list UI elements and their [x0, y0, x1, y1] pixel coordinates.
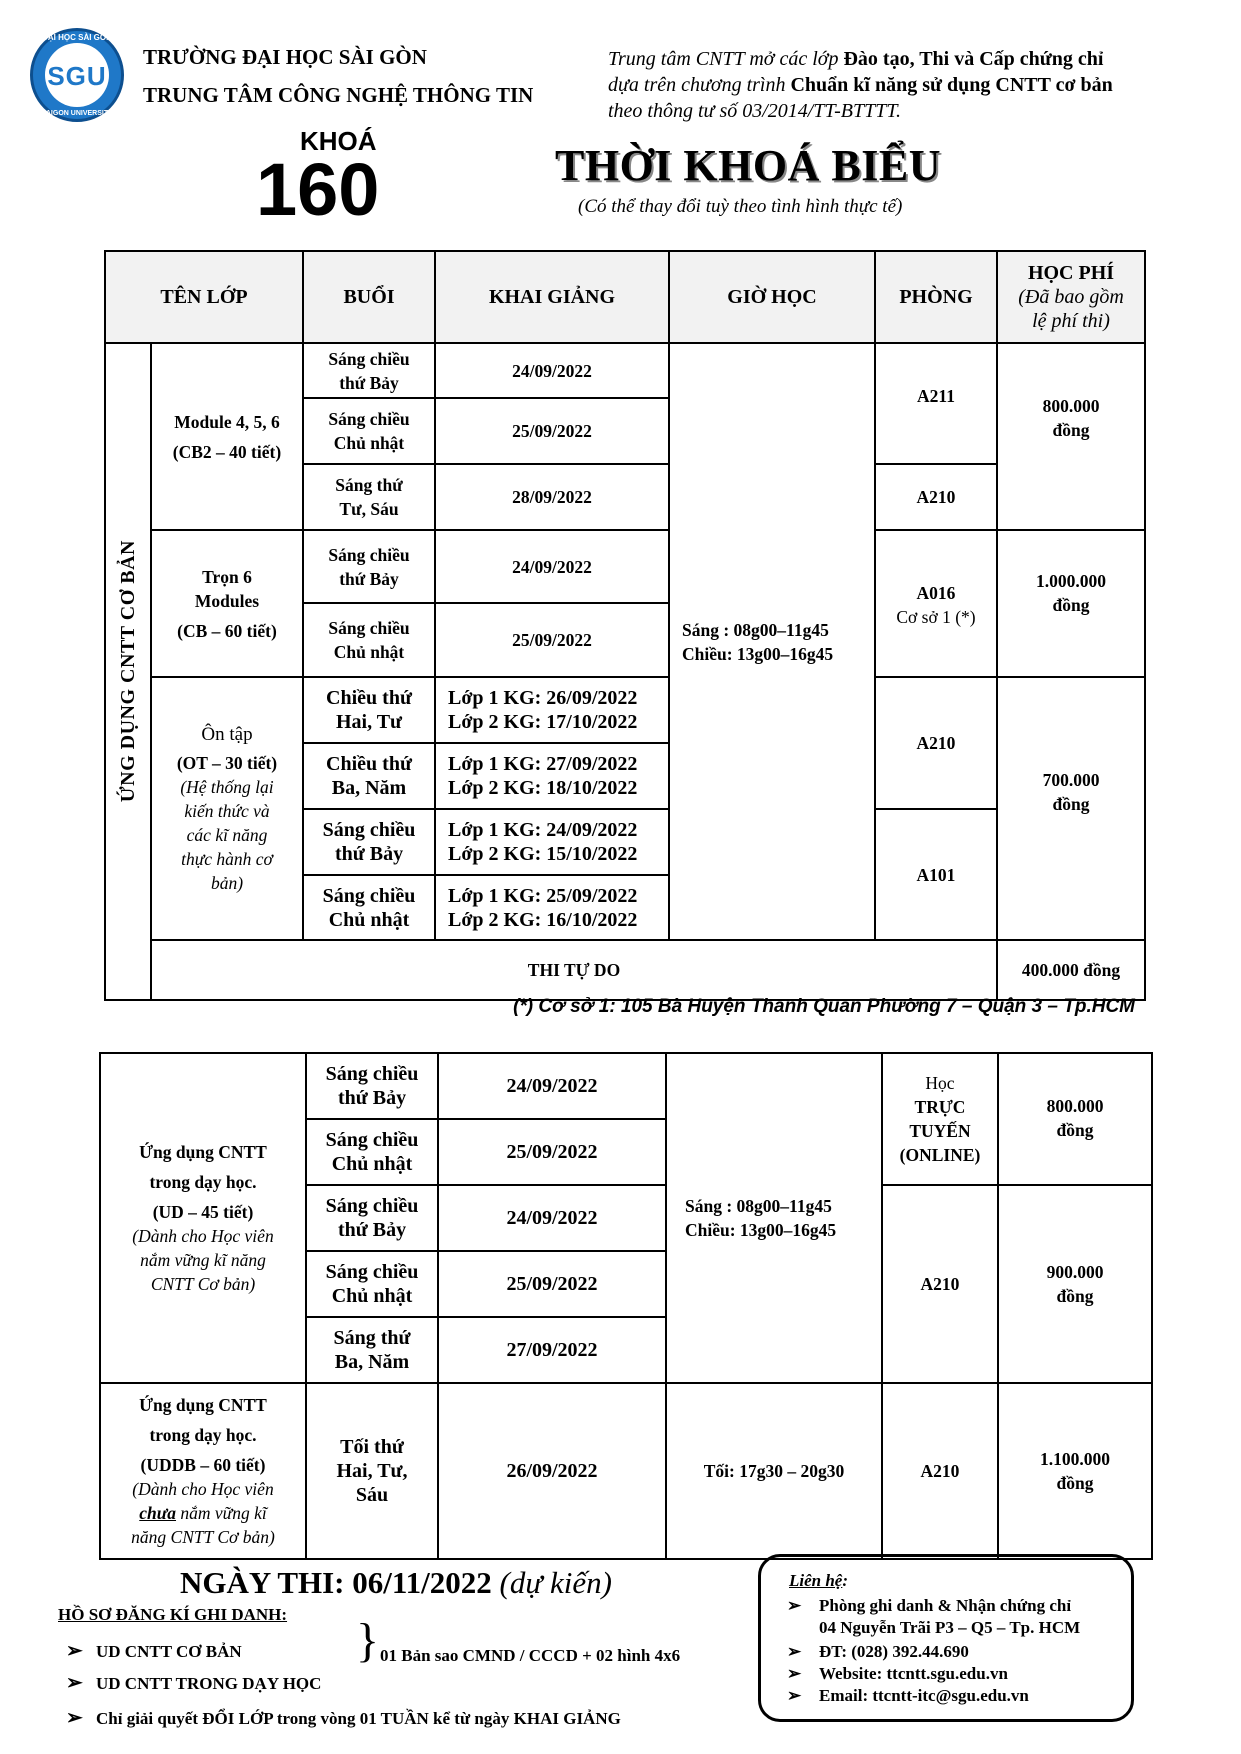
- fee-cb2: [997, 343, 1145, 530]
- class-hours-morning: Sáng : 08g00–11g45: [682, 619, 829, 640]
- requirement-item: [66, 1670, 321, 1695]
- date-cell: 25/09/2022: [435, 398, 669, 464]
- course-cb2: [151, 343, 303, 530]
- session-line: Sáng chiều: [325, 1261, 419, 1283]
- date-cell: 25/09/2022: [438, 1119, 666, 1185]
- session-cell: [303, 603, 435, 677]
- header-ten-lop: TÊN LỚP: [105, 251, 303, 343]
- header-hoc-phi-note-1: (Đã bao gồm: [1018, 286, 1124, 308]
- session-cell: [303, 530, 435, 603]
- session-line: Ba, Năm: [334, 1351, 410, 1373]
- session-cell: [303, 875, 435, 940]
- session-cell: [306, 1317, 438, 1383]
- contact-item: [787, 1641, 969, 1663]
- header-hoc-phi-label: HỌC PHÍ: [1027, 262, 1115, 284]
- class-hours-evening: Tối: 17g30 – 20g30: [666, 1383, 882, 1559]
- school-name: [143, 38, 533, 114]
- session-cell: [303, 464, 435, 530]
- course-uddb-desc-2-rest: nắm vững kĩ: [176, 1503, 267, 1523]
- page-title: THỜI KHOÁ BIỂU: [555, 141, 941, 190]
- fee-ot: [997, 677, 1145, 940]
- session-line: Ba, Năm: [331, 777, 407, 799]
- group-label: ỨNG DỤNG CNTT CƠ BẢN: [117, 540, 139, 803]
- course-uddb-desc-2: [105, 1501, 301, 1525]
- session-line: Sáu: [355, 1484, 389, 1506]
- session-line: Sáng chiều: [322, 819, 416, 841]
- schedule-table-teaching: [99, 1052, 1153, 1560]
- contact-text: Phòng ghi danh & Nhận chứng chỉ: [819, 1596, 1072, 1615]
- kg-line: Lớp 2 KG: 15/10/2022: [448, 843, 638, 865]
- logo-ring-bottom: SAIGON UNIVERSITY: [41, 110, 113, 117]
- kg-cell: [435, 677, 669, 743]
- header-gio-hoc: GIỜ HỌC: [669, 251, 875, 343]
- date-cell: 24/09/2022: [435, 530, 669, 603]
- date-cell: 25/09/2022: [438, 1251, 666, 1317]
- session-line: Sáng chiều: [328, 544, 410, 565]
- requirement-item: [66, 1638, 242, 1663]
- fee-amount: 800.000: [1046, 1096, 1104, 1116]
- arrow-icon: ➢: [787, 1642, 802, 1661]
- required-documents: 01 Bản sao CMND / CCCD + 02 hình 4x6: [380, 1646, 681, 1665]
- session-line: Chủ nhật: [331, 1285, 413, 1307]
- course-cb: [151, 530, 303, 677]
- course-ot-code: (OT – 30 tiết): [176, 752, 278, 773]
- contact-box: [758, 1554, 1134, 1722]
- thi-tu-do-fee: 400.000 đồng: [997, 940, 1145, 1000]
- exam-date-label: NGÀY THI: 06/11/2022: [180, 1565, 500, 1600]
- kg-line: Lớp 1 KG: 26/09/2022: [448, 687, 638, 709]
- date-cell: 28/09/2022: [435, 464, 669, 530]
- session-line: Sáng chiều: [322, 884, 416, 907]
- course-ud: [100, 1053, 306, 1383]
- arrow-icon: ➢: [787, 1596, 802, 1615]
- class-hours-cell: [666, 1053, 882, 1383]
- exam-date: [180, 1565, 612, 1601]
- session-cell: [306, 1053, 438, 1119]
- session-line: thứ Bảy: [337, 1219, 407, 1241]
- registration-title: HỒ SƠ ĐĂNG KÍ GHI DANH:: [58, 1605, 288, 1624]
- room-a211: A211: [875, 343, 997, 464]
- session-cell: [306, 1185, 438, 1251]
- header-buoi: BUỔI: [303, 251, 435, 343]
- contact-title-colon: :: [842, 1571, 849, 1590]
- class-hours-morning: Sáng : 08g00–11g45: [685, 1196, 832, 1216]
- date-cell: 24/09/2022: [435, 343, 669, 398]
- session-line: thứ Bảy: [339, 372, 399, 393]
- course-ud-name-2: trong dạy học.: [149, 1172, 257, 1192]
- intro-2b: Chuẩn kĩ năng sử dụng CNTT cơ bản: [790, 74, 1113, 96]
- intro-1b: Đào tạo, Thi và Cấp chứng chỉ: [843, 48, 1104, 70]
- fee-unit: đồng: [1056, 1120, 1094, 1140]
- arrow-icon: ➢: [787, 1664, 802, 1683]
- kg-line: Lớp 1 KG: 27/09/2022: [448, 753, 638, 775]
- course-ud-name-1: Ứng dụng CNTT: [139, 1142, 267, 1162]
- session-line: Hai, Tư,: [336, 1460, 408, 1482]
- kg-cell: [435, 809, 669, 875]
- class-hours-afternoon: Chiều: 13g00–16g45: [685, 1220, 837, 1240]
- session-line: Sáng thứ: [335, 475, 403, 495]
- course-cb-name-1: Trọn 6: [202, 566, 252, 587]
- session-line: Sáng chiều: [325, 1195, 419, 1217]
- kg-cell: [435, 743, 669, 809]
- fee-amount: 1.100.000: [1040, 1449, 1110, 1469]
- date-cell: 25/09/2022: [435, 603, 669, 677]
- school-line-1: TRƯỜNG ĐẠI HỌC SÀI GÒN: [143, 45, 427, 69]
- kg-cell: [435, 875, 669, 940]
- session-line: Chủ nhật: [328, 908, 410, 931]
- session-cell: [303, 343, 435, 398]
- logo-ring-top: ĐẠI HỌC SÀI GÒN: [42, 33, 112, 42]
- course-cb-name-2: Modules: [194, 590, 260, 611]
- session-line: Sáng chiều: [328, 618, 410, 638]
- course-ot-desc-4: thực hành cơ: [181, 848, 273, 869]
- arrow-icon: ➢: [787, 1686, 802, 1705]
- course-uddb-name-1: Ứng dụng CNTT: [139, 1395, 267, 1415]
- kg-line: Lớp 1 KG: 24/09/2022: [448, 819, 638, 841]
- school-line-2: TRUNG TÂM CÔNG NGHỆ THÔNG TIN: [143, 83, 534, 107]
- session-line: thứ Bảy: [337, 1087, 407, 1109]
- intro-3: theo thông tư số 03/2014/TT-BTTTT.: [608, 100, 901, 122]
- session-line: Chủ nhật: [331, 1153, 413, 1175]
- requirement-text: UD CNTT TRONG DẠY HỌC: [96, 1674, 322, 1693]
- course-ot: [151, 677, 303, 940]
- fee-ud-online: [998, 1053, 1152, 1185]
- intro-1: Trung tâm CNTT mở các lớp: [608, 48, 844, 70]
- header-hoc-phi-note-2: lệ phí thi): [1032, 310, 1110, 332]
- session-cell: [306, 1251, 438, 1317]
- page-subtitle: (Có thể thay đổi tuỳ theo tình hình thực tế): [578, 196, 903, 217]
- exam-date-note: (dự kiến): [499, 1565, 612, 1600]
- course-ud-code: (UD – 45 tiết): [152, 1202, 254, 1222]
- session-cell: [303, 809, 435, 875]
- contact-phone: ĐT: (028) 392.44.690: [819, 1642, 969, 1661]
- fee-amount: 700.000: [1042, 770, 1100, 790]
- thi-tu-do-label: THI TỰ DO: [151, 940, 997, 1000]
- online-line: TUYẾN: [909, 1121, 971, 1141]
- contact-address: 04 Nguyễn Trãi P3 – Q5 – Tp. HCM: [819, 1618, 1081, 1637]
- course-uddb-desc-3: năng CNTT Cơ bản): [131, 1527, 275, 1547]
- header-phong: PHÒNG: [875, 251, 997, 343]
- room-a101: A101: [875, 809, 997, 940]
- contact-item: [787, 1595, 1071, 1617]
- course-uddb: [100, 1383, 306, 1559]
- online-line: Học: [925, 1073, 955, 1093]
- session-line: Sáng chiều: [328, 409, 410, 429]
- kg-line: Lớp 2 KG: 18/10/2022: [448, 777, 638, 799]
- logo-text: SGU: [47, 61, 107, 91]
- session-cell: [303, 743, 435, 809]
- session-line: Chiều thứ: [326, 687, 412, 709]
- fee-amount: 1.000.000: [1036, 571, 1106, 591]
- session-line: Sáng chiều: [328, 348, 410, 369]
- session-line: Sáng chiều: [325, 1063, 419, 1085]
- header-khai-giang: KHAI GIẢNG: [435, 251, 669, 343]
- contact-website[interactable]: Website: ttcntt.sgu.edu.vn: [819, 1664, 1008, 1683]
- session-cell: [306, 1383, 438, 1559]
- course-uddb-desc-1: (Dành cho Học viên: [132, 1479, 274, 1499]
- requirement-text: Chỉ giải quyết ĐỔI LỚP trong vòng 01 TUẦN kể từ ngày KHAI GIẢNG: [96, 1709, 621, 1728]
- course-ot-desc-3: các kĩ năng: [186, 824, 268, 845]
- fee-unit: đồng: [1056, 1286, 1094, 1306]
- fee-unit: đồng: [1056, 1473, 1094, 1493]
- arrow-icon: ➢: [66, 1707, 83, 1729]
- room-a210-ot: A210: [875, 677, 997, 809]
- class-hours-afternoon: Chiều: 13g00–16g45: [682, 643, 834, 664]
- fee-unit: đồng: [1052, 595, 1090, 615]
- course-ot-desc-5: bản): [210, 872, 244, 893]
- course-ud-desc-3: CNTT Cơ bản): [150, 1274, 256, 1294]
- brace-icon: }: [356, 1614, 380, 1667]
- contact-title-text: Liên hệ: [789, 1571, 843, 1590]
- session-line: thứ Bảy: [339, 568, 399, 589]
- session-cell: [303, 398, 435, 464]
- date-cell: 24/09/2022: [438, 1053, 666, 1119]
- course-cb2-code: (CB2 – 40 tiết): [172, 441, 282, 462]
- schedule-table-basic: [104, 250, 1146, 1001]
- fee-amount: 900.000: [1046, 1262, 1104, 1282]
- session-cell: [306, 1119, 438, 1185]
- course-ud-desc-2: nắm vững kĩ năng: [140, 1250, 266, 1270]
- course-cb-code: (CB – 60 tiết): [177, 620, 277, 641]
- session-line: Sáng chiều: [325, 1129, 419, 1151]
- site-note: (*) Cơ sở 1: 105 Bà Huyện Thanh Quan Phường 7 – Quận 3 – Tp.HCM: [513, 996, 1135, 1017]
- session-line: Tối thứ: [340, 1436, 404, 1458]
- kg-line: Lớp 2 KG: 16/10/2022: [448, 908, 638, 931]
- room-a210-ud: A210: [882, 1185, 998, 1383]
- course-ot-name: Ôn tập: [201, 723, 253, 745]
- session-cell: [303, 677, 435, 743]
- khoa-number: 160: [256, 148, 380, 231]
- course-ot-desc-1: (Hệ thống lại: [180, 776, 274, 797]
- group-label-cell: [105, 343, 151, 1000]
- room-a210-uddb: A210: [882, 1383, 998, 1559]
- room-a016-site: Cơ sở 1 (*): [896, 607, 976, 627]
- arrow-icon: ➢: [66, 1672, 83, 1694]
- course-uddb-name-2: trong dạy học.: [149, 1425, 257, 1445]
- fee-amount: 800.000: [1042, 396, 1100, 416]
- room-online: [882, 1053, 998, 1185]
- session-line: Hai, Tư: [335, 711, 403, 733]
- requirement-item: [66, 1705, 621, 1730]
- sgu-logo: [30, 28, 124, 122]
- session-line: Chủ nhật: [333, 642, 405, 662]
- class-hours-cell: [669, 343, 875, 940]
- fee-unit: đồng: [1052, 794, 1090, 814]
- fee-cb: [997, 530, 1145, 677]
- intro-2: dựa trên chương trình: [608, 74, 791, 96]
- contact-title: [789, 1571, 848, 1591]
- online-line: (ONLINE): [899, 1145, 981, 1165]
- course-uddb-desc-underline: chưa: [139, 1503, 177, 1523]
- course-cb2-name: Module 4, 5, 6: [174, 411, 280, 432]
- course-uddb-code: (UDDB – 60 tiết): [140, 1455, 266, 1475]
- course-ot-desc-2: kiến thức và: [184, 800, 270, 821]
- session-line: Chủ nhật: [333, 433, 405, 453]
- header-hoc-phi: [997, 251, 1145, 343]
- session-line: thứ Bảy: [334, 843, 404, 865]
- requirement-text: UD CNTT CƠ BẢN: [96, 1642, 242, 1661]
- session-line: Chiều thứ: [326, 753, 412, 775]
- contact-email[interactable]: Email: ttcntt-itc@sgu.edu.vn: [819, 1686, 1029, 1705]
- fee-ud: [998, 1185, 1152, 1383]
- date-cell: 26/09/2022: [438, 1383, 666, 1559]
- room-a210: A210: [875, 464, 997, 530]
- khoa-label: KHOÁ: [300, 126, 377, 156]
- fee-uddb: [998, 1383, 1152, 1559]
- contact-item: [787, 1663, 1008, 1685]
- intro-text: [608, 46, 1208, 124]
- room-a016: [875, 530, 997, 677]
- course-ud-desc-1: (Dành cho Học viên: [132, 1226, 274, 1246]
- kg-line: Lớp 2 KG: 17/10/2022: [448, 711, 638, 733]
- fee-unit: đồng: [1052, 420, 1090, 440]
- date-cell: 27/09/2022: [438, 1317, 666, 1383]
- session-line: Sáng thứ: [333, 1327, 411, 1349]
- contact-item: [787, 1685, 1029, 1707]
- arrow-icon: ➢: [66, 1640, 83, 1662]
- session-line: Tư, Sáu: [339, 499, 399, 519]
- online-line: TRỰC: [914, 1097, 966, 1117]
- room-a016-code: A016: [916, 583, 956, 603]
- date-cell: 24/09/2022: [438, 1185, 666, 1251]
- kg-line: Lớp 1 KG: 25/09/2022: [448, 884, 638, 907]
